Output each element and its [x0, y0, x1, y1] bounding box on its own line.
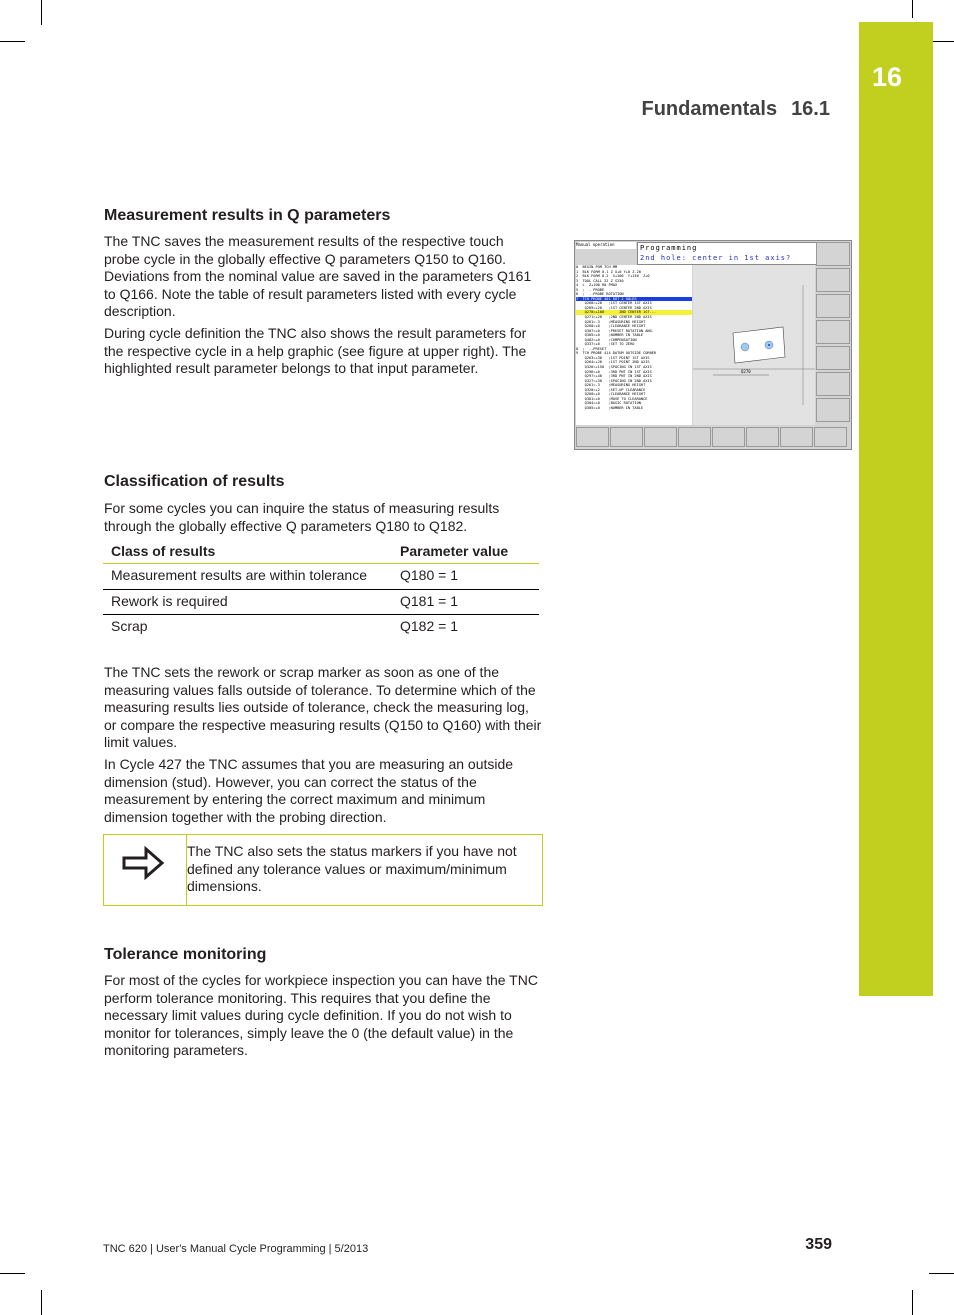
program-line: Q337=+0 ;SET TO ZERO	[576, 342, 635, 347]
table-header: Parameter value	[392, 541, 539, 564]
program-line: Q305=+0 ;NUMBER IN TABLE	[576, 333, 644, 338]
dialog-prompt: 2nd hole: center in 1st axis?	[640, 254, 792, 262]
softkey[interactable]	[816, 320, 850, 344]
program-line: Q297=+40 ;3RD PNT IN 2ND AXIS	[576, 374, 652, 379]
hole-1-icon	[741, 343, 749, 351]
mode-label: Manual operation	[576, 242, 636, 249]
page-number: 359	[805, 1236, 832, 1253]
table-cell: Scrap	[111, 618, 148, 635]
program-line: 8 ; --PRESET	[576, 346, 607, 351]
program-line: 5 ; - PROBE	[576, 287, 605, 292]
crop-mark	[912, 1290, 913, 1315]
crop-mark	[0, 1273, 25, 1274]
program-line: Q260=+0 ;CLEARANCE HEIGHT	[576, 324, 646, 329]
program-line: Q301=+0 ;MOVE TO CLEARANCE	[576, 396, 648, 401]
softkey[interactable]	[816, 398, 850, 422]
paragraph: The TNC sets the rework or scrap marker as soon as one of the measuring values falls outside of tolerance. To determine which of the measuring results lies outside of tolerance, check the measuring log, or compare the respective measuring results (Q150 to Q160) with their limit values.	[104, 664, 542, 751]
results-table	[103, 541, 539, 640]
softkey[interactable]	[816, 242, 850, 266]
program-line: Q326=+150 ;SPACING IN 1ST AXIS	[576, 365, 652, 370]
table-row	[103, 589, 539, 615]
program-line: 2 BLK FORM 0.2 X+100 Y+150 Z+0	[576, 274, 650, 279]
program-line: Q307=+0 ;PRESET ROTATION ANG.	[576, 328, 654, 333]
program-line: Q320=+2 ;SET-UP CLEARANCE	[576, 387, 646, 392]
program-line: 0 BEGIN PGM TCH MM	[576, 265, 618, 269]
paragraph: For most of the cycles for workpiece inspection you can have the TNC perform tolerance monitoring. This requires that you define the necessary limit values during cycle definition. If you do not wish to monitor for tolerances, simply leave the 0 (the default value) in the monitoring parameters.	[104, 972, 538, 1059]
bottom-softkey[interactable]	[780, 427, 813, 447]
program-line: 1 BLK FORM 0.1 Z X+0 Y+0 Z-20	[576, 269, 641, 274]
program-line: Q263=+30 ;1ST POINT 1ST AXIS	[576, 355, 650, 360]
program-line: Q304=+0 ;BASIC ROTATION	[576, 401, 641, 406]
table-row	[103, 564, 539, 590]
program-line: Q305=+0 ;NUMBER IN TABLE	[576, 405, 644, 410]
arrow-right-icon	[104, 835, 186, 905]
bottom-softkey[interactable]	[746, 427, 779, 447]
dimension-label: Q270	[741, 369, 751, 374]
crop-mark	[41, 1290, 42, 1315]
note-box	[103, 834, 543, 906]
paragraph: During cycle definition the TNC also shows the result parameters for the respective cycle in a help graphic (see figure at upper right). The highlighted result parameter belongs to that input parameter.	[104, 325, 527, 377]
program-listing	[576, 265, 692, 425]
program-line: Q260=+0 ;CLEARANCE HEIGHT	[576, 392, 646, 397]
softkey[interactable]	[816, 268, 850, 292]
crop-mark	[41, 0, 42, 25]
program-line: Q269=+20 ;1ST CENTER 2ND AXIS	[576, 305, 652, 310]
table-cell: Q181 = 1	[392, 589, 539, 615]
help-graphic-drawing	[693, 265, 815, 425]
footer-text: TNC 620 | User's Manual Cycle Programming | 5/2013	[103, 1243, 369, 1255]
bottom-softkey[interactable]	[814, 427, 847, 447]
program-line: Q261=-3 ;MEASURING HEIGHT	[576, 383, 646, 388]
note-arrow-icon	[104, 835, 187, 905]
crop-mark	[929, 1273, 954, 1274]
programming-title: Programming	[640, 244, 698, 252]
bottom-softkey[interactable]	[712, 427, 745, 447]
program-line: Q327=+30 ;SPACING IN 2ND AXIS	[576, 378, 652, 383]
hole-2-center	[768, 344, 770, 346]
table-cell: Q182 = 1	[400, 618, 458, 635]
program-line: Q264=+20 ;1ST POINT 2ND AXIS	[576, 360, 650, 365]
program-line: 3 TOOL CALL 22 Z S250	[576, 278, 624, 283]
tnc-screenshot	[574, 240, 852, 450]
softkey[interactable]	[816, 346, 850, 370]
header-title: Fundamentals	[641, 98, 778, 120]
header-section: 16.1	[791, 98, 830, 120]
chapter-tab	[859, 22, 933, 996]
program-line: Q296=+0 ;3RD PNT IN 1ST AXIS	[576, 369, 652, 374]
crop-mark	[0, 41, 25, 42]
paragraph: For some cycles you can inquire the status of measuring results through the globally effective Q parameters Q180 to Q182.	[104, 500, 500, 534]
heading-measurement: Measurement results in Q parameters	[104, 207, 391, 224]
program-line: 6 ; --PROBE ROTATION	[576, 292, 624, 297]
heading-classification: Classification of results	[104, 473, 285, 490]
crop-mark	[912, 0, 913, 18]
program-line: Q261=-3 ;MEASURING HEIGHT	[576, 319, 646, 324]
program-line: 4 L Z+100 R0 FMAX	[576, 283, 618, 288]
workpiece-shape	[733, 327, 785, 363]
bottom-softkey[interactable]	[576, 427, 609, 447]
paragraph: The TNC saves the measurement results of the respective touch probe cycle in the globally effective Q parameters Q150 to Q160. Deviations from the nominal value are saved in the parameters Q161 to Q166. Note the table of result parameters listed with every cycle description.	[104, 233, 532, 320]
heading-tolerance: Tolerance monitoring	[104, 946, 267, 963]
running-header	[620, 98, 830, 121]
program-line: 7 TCH PROBE 401 ROT 2 HOLES	[576, 297, 692, 302]
softkey[interactable]	[816, 294, 850, 318]
program-line: Q402=+0 ;COMPENSATION	[576, 337, 637, 342]
note-text: The TNC also sets the status markers if you have not defined any tolerance values or maximum/minimum dimensions.	[187, 843, 517, 895]
program-line: 9 TCH PROBE 414 DATUM OUTSIDE CORNER	[576, 351, 657, 356]
help-graphic	[693, 265, 815, 425]
softkey[interactable]	[816, 372, 850, 396]
table-cell: Q180 = 1	[392, 564, 539, 590]
table-row	[103, 615, 539, 640]
program-line: Q271=+20 ;2ND CENTER 2ND AXIS	[576, 315, 652, 320]
table-header: Class of results	[103, 541, 392, 564]
bottom-softkey[interactable]	[610, 427, 643, 447]
paragraph: In Cycle 427 the TNC assumes that you are measuring an outside dimension (stud). However, you can correct the status of the measurement by entering the correct maximum and minimum dimension together with the probing direction.	[104, 756, 514, 825]
chapter-number: 16	[871, 62, 903, 92]
table-cell: Rework is required	[103, 589, 392, 615]
bottom-softkey[interactable]	[644, 427, 677, 447]
program-line: Q268=+20 ;1ST CENTER 1ST AXIS	[576, 301, 652, 306]
table-cell: Measurement results are within tolerance	[103, 564, 392, 590]
bottom-softkey[interactable]	[678, 427, 711, 447]
programming-header	[637, 242, 822, 265]
program-line: Q270=+100 2ND CENTER 1ST...	[576, 310, 692, 315]
